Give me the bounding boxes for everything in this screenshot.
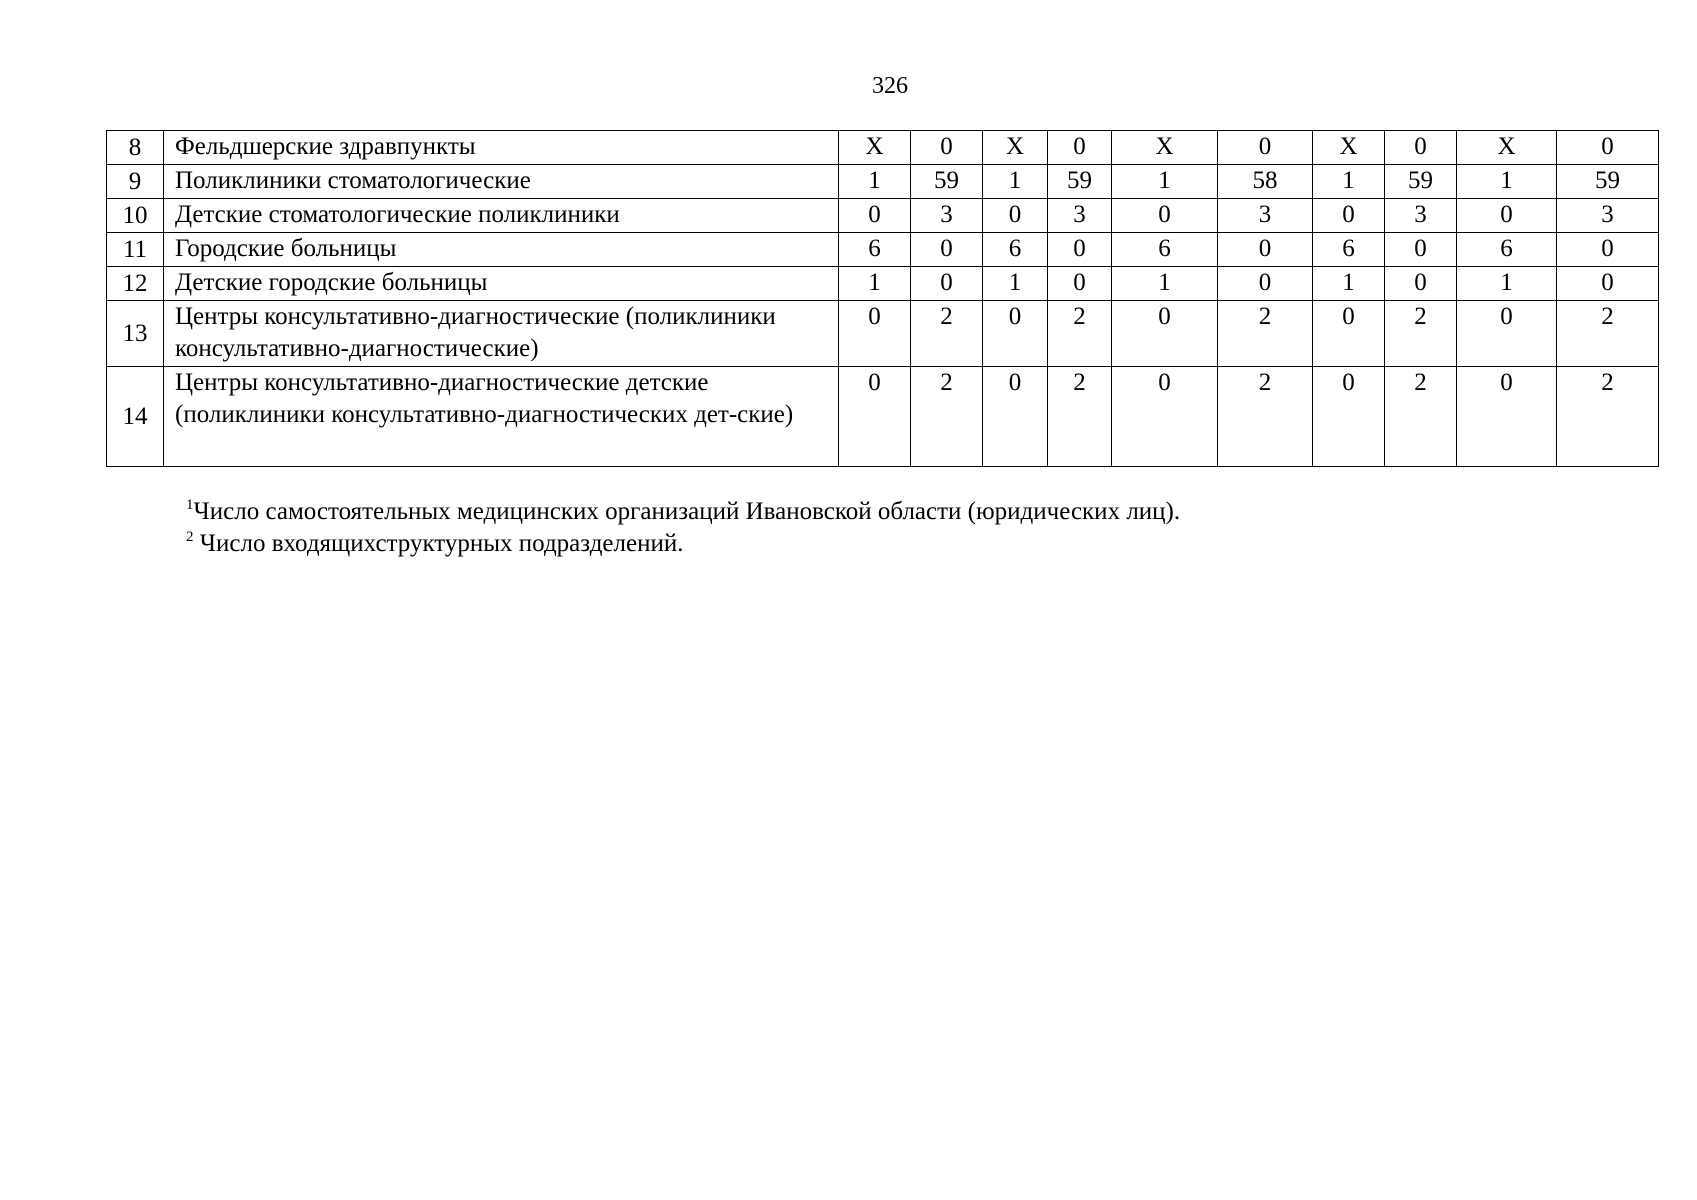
table-cell: 0	[1218, 267, 1313, 301]
table-cell: 0	[839, 367, 911, 467]
table-cell: 0	[1457, 301, 1557, 367]
table-cell: 0	[911, 233, 983, 267]
page-number: 326	[872, 73, 908, 99]
table-row	[107, 367, 1659, 467]
table-row	[107, 233, 1659, 267]
table-cell: 58	[1218, 165, 1313, 199]
table-cell: 59	[1557, 165, 1659, 199]
footnote	[186, 496, 1586, 528]
table-cell: 1	[1112, 267, 1218, 301]
table-cell: 0	[1385, 267, 1457, 301]
row-label: Центры консультативно-диагностические (поликлиники консультативно-диагностические)	[164, 301, 839, 367]
table-cell: 0	[1385, 131, 1457, 165]
table-row	[107, 267, 1659, 301]
footnote-text: Число входящихструктурных подразделений.	[193, 530, 684, 557]
row-number: 12	[107, 267, 164, 301]
table-cell: 2	[911, 301, 983, 367]
row-label: Поликлиники стоматологические	[164, 165, 839, 199]
table-cell: 2	[1557, 301, 1659, 367]
row-label: Центры консультативно-диагностические детские (поликлиники консультативно-диагностических дет-ские)	[164, 367, 839, 467]
table-cell: 0	[1112, 367, 1218, 467]
table-cell: 59	[1048, 165, 1112, 199]
footnote-mark: 2	[186, 529, 194, 545]
table-cell: X	[839, 131, 911, 165]
table-cell: 0	[839, 301, 911, 367]
table-row	[107, 301, 1659, 367]
table-cell: 1	[839, 267, 911, 301]
table-cell: 0	[1557, 267, 1659, 301]
row-number: 10	[107, 199, 164, 233]
table-cell: 0	[1557, 131, 1659, 165]
table-cell: 6	[1457, 233, 1557, 267]
table-cell: 59	[1385, 165, 1457, 199]
table-cell: 3	[1218, 199, 1313, 233]
table-cell: 0	[1313, 199, 1385, 233]
row-number: 8	[107, 131, 164, 165]
table-cell: 6	[1313, 233, 1385, 267]
row-label: Городские больницы	[164, 233, 839, 267]
footnotes	[186, 496, 1586, 560]
row-label: Фельдшерские здравпункты	[164, 131, 839, 165]
table-cell: 0	[1313, 367, 1385, 467]
table-cell: 1	[983, 267, 1048, 301]
table-cell: 0	[1048, 233, 1112, 267]
table-cell: X	[1457, 131, 1557, 165]
table-cell: 59	[911, 165, 983, 199]
table-cell: 0	[1313, 301, 1385, 367]
table-cell: 0	[983, 199, 1048, 233]
table-cell: 2	[1048, 367, 1112, 467]
table-cell: 1	[1112, 165, 1218, 199]
table-cell: 6	[839, 233, 911, 267]
table-cell: 1	[1457, 165, 1557, 199]
table-cell: 3	[911, 199, 983, 233]
table-cell: 1	[983, 165, 1048, 199]
table-cell: 0	[1218, 233, 1313, 267]
row-number: 14	[107, 367, 164, 467]
footnote-text: Число самостоятельных медицинских организаций Ивановской области (юридических лиц).	[193, 498, 1181, 525]
table-cell: 2	[1385, 367, 1457, 467]
row-label: Детские стоматологические поликлиники	[164, 199, 839, 233]
table-cell: 2	[1218, 367, 1313, 467]
footnote-mark: 1	[186, 497, 194, 513]
table-cell: 0	[839, 199, 911, 233]
table-cell: 2	[1557, 367, 1659, 467]
table-cell: 3	[1385, 199, 1457, 233]
table-cell: X	[1313, 131, 1385, 165]
table-cell: 2	[911, 367, 983, 467]
table-cell: 2	[1048, 301, 1112, 367]
data-table	[106, 130, 1659, 467]
table-cell: 0	[983, 367, 1048, 467]
row-number: 9	[107, 165, 164, 199]
table-cell: 0	[1457, 367, 1557, 467]
footnote	[186, 528, 1586, 560]
table-cell: 1	[839, 165, 911, 199]
table-cell: 6	[983, 233, 1048, 267]
row-number: 11	[107, 233, 164, 267]
table-cell: 0	[1112, 199, 1218, 233]
table-cell: X	[1112, 131, 1218, 165]
table-cell: 0	[1557, 233, 1659, 267]
table-cell: 1	[1457, 267, 1557, 301]
table-cell: 0	[1048, 267, 1112, 301]
table-cell: 0	[911, 131, 983, 165]
table-cell: 6	[1112, 233, 1218, 267]
table-cell: 0	[983, 301, 1048, 367]
table-cell: 3	[1557, 199, 1659, 233]
table-cell: 0	[1385, 233, 1457, 267]
table-row	[107, 165, 1659, 199]
table-cell: 0	[1218, 131, 1313, 165]
table-cell: 0	[1457, 199, 1557, 233]
table-cell: X	[983, 131, 1048, 165]
table-row	[107, 131, 1659, 165]
table-cell: 1	[1313, 165, 1385, 199]
table-cell: 0	[911, 267, 983, 301]
table-cell: 2	[1385, 301, 1457, 367]
table-cell: 1	[1313, 267, 1385, 301]
table-cell: 0	[1048, 131, 1112, 165]
table-cell: 3	[1048, 199, 1112, 233]
row-number: 13	[107, 301, 164, 367]
table-row	[107, 199, 1659, 233]
table-cell: 2	[1218, 301, 1313, 367]
table-cell: 0	[1112, 301, 1218, 367]
row-label: Детские городские больницы	[164, 267, 839, 301]
